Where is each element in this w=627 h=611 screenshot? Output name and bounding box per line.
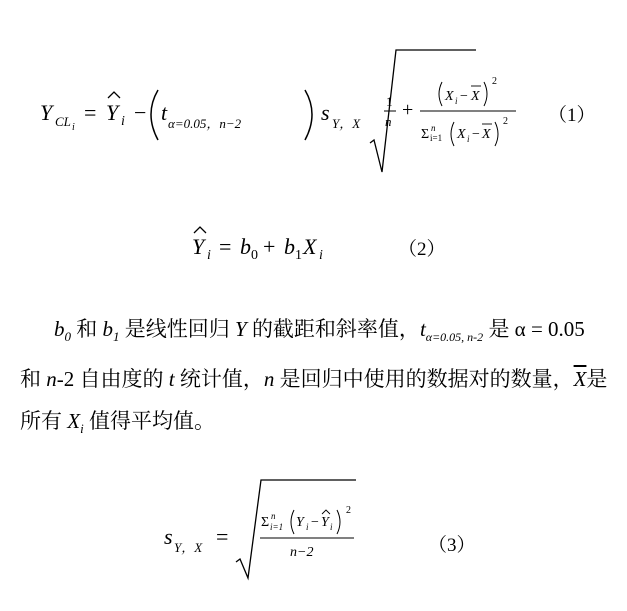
eq2-b1: b [284,234,295,259]
eq1-lhs-subsub: i [72,122,75,133]
eq1-den-xi: i [467,134,470,144]
equation-2-formula [190,228,340,268]
eq3-y-sub: i [306,522,309,532]
eq1-minus: − [134,100,147,125]
eq3-s-sub: Y，X [174,540,203,555]
eq1-num-x: X [445,89,454,104]
eq3-yhat-hat [322,510,330,514]
eq2-b0: b [240,234,251,259]
eq2-yhat-sub: i [207,248,211,263]
eq3-yhat-sub: i [330,522,333,532]
para-t2: t [168,367,175,392]
para-text3: 是 α = 0.05 和 [20,317,585,392]
eq2-x: X [303,234,317,259]
eq1-den-x: X [457,127,466,142]
para-xi: X [67,409,81,434]
eq1-den-minus: − [472,127,480,142]
eq3-den: n−2 [290,545,314,560]
eq1-plus: + [402,99,414,121]
eq2-b1-sub: 1 [295,248,302,263]
eq1-num-rparen [484,82,487,106]
eq3-sum-sub: i=1 [270,522,284,532]
para-n1: n [46,367,57,392]
equation-2 [190,228,340,268]
explanation-paragraph [20,308,610,450]
eq1-den-sum-sup: n [431,123,436,133]
eq2-b0-sub: 0 [251,248,258,263]
eq1-right-paren [305,90,312,140]
eq1-den-xbar: X [482,127,491,142]
eq1-yhat-hat [108,92,120,98]
para-text5: 统计值， [174,367,264,392]
eq2-equals: = [219,234,232,259]
eq1-t-sub: α=0.05，n−2 [168,116,242,131]
eq1-num-minus: − [460,89,468,104]
equation-1-formula [40,48,508,178]
equation-2-number: （2） [398,239,446,260]
equation-1 [40,48,508,178]
eq1-num-sq: 2 [492,76,497,87]
eq1-num-lparen [439,82,442,106]
eq1-equals: = [84,100,97,125]
eq1-yhat: Y [106,100,119,125]
para-text8: 值得平均值。 [83,409,215,434]
eq3-minus: − [311,515,319,530]
eq1-yhat-sub: i [121,114,125,129]
eq1-num-xbar: X [471,89,480,104]
eq1-num-xi: i [455,96,458,106]
eq3-s: s [164,524,173,549]
eq3-sq: 2 [346,505,351,516]
eq1-den-sq: 2 [503,116,508,127]
para-text2: 的截距和斜率值， [246,317,420,341]
eq1-den-sum-sub: i=1 [430,133,443,143]
equation-3 [160,476,360,586]
para-b0-sub: 0 [64,329,71,345]
para-text6: 是回归中使用的数据对的数量， [274,367,574,392]
eq3-yhat: Y [321,515,329,530]
eq2-x-sub: i [319,248,323,263]
para-xi-sub: i [80,421,84,437]
eq2-yhat: Y [192,234,205,259]
eq1-t: t [161,100,168,125]
eq3-sum-sup: n [271,511,276,521]
eq1-left-paren [151,90,158,140]
eq1-n: n [385,114,392,129]
para-xbar: $\overline{X}$ [573,367,587,392]
eq1-lhs-y: Y [40,100,53,125]
para-n2: n [263,367,275,392]
eq3-num-lparen [291,510,294,534]
para-t: t [419,317,426,341]
eq1-den-sum: Σ [421,127,430,142]
eq2-yhat-hat [194,227,206,233]
eq1-lhs-sub: CL [55,114,71,129]
para-y: Y [235,317,247,341]
para-and: 和 [71,317,103,341]
para-b0: b [54,317,65,341]
para-t-sub: α=0.05, n-2 [425,330,484,345]
para-b1-sub: 1 [113,329,120,345]
para-text7: 是所有 [20,367,608,434]
eq2-plus: + [263,234,276,259]
eq1-s-sub: Y，X [332,116,361,131]
eq1-s: s [321,100,330,125]
para-b1: b [102,317,113,341]
eq1-den-lparen [451,122,454,146]
eq3-equals: = [216,524,229,549]
equation-1-number: （1） [548,105,596,126]
eq3-y: Y [296,515,304,530]
equation-3-formula [160,476,360,586]
equation-3-number: （3） [428,535,476,556]
eq3-sum: Σ [261,515,270,530]
eq1-one: 1 [386,94,393,109]
para-text4: -2 自由度的 [56,367,169,392]
para-text1: 是线性回归 [119,317,235,341]
eq3-num-rparen [337,510,340,534]
eq1-den-rparen [495,122,498,146]
